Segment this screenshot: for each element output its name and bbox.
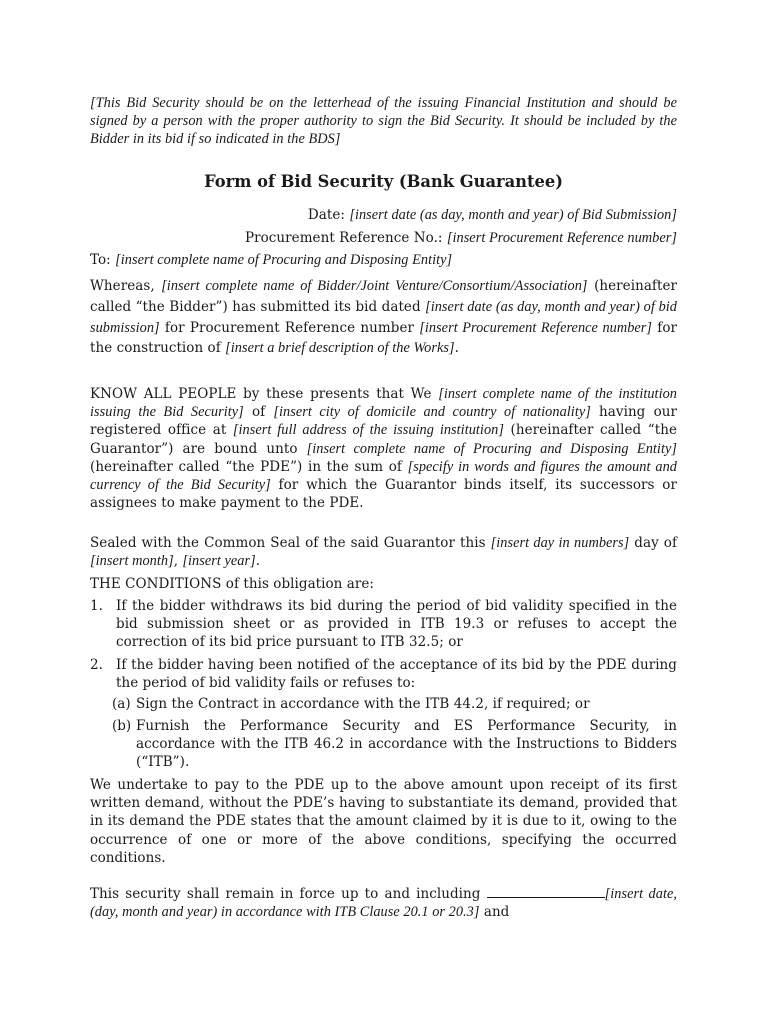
placeholder-run: [insert date, (day, month and year) in accordance with ITB Clause 20.1 or 20.3] (90, 886, 677, 921)
subcondition-number: (a) (112, 696, 131, 712)
to-label: To: (90, 252, 116, 268)
placeholder-run: [insert day in numbers] (490, 535, 630, 551)
text-run: of (243, 404, 274, 421)
text-run: This security shall remain in force up to and including (90, 886, 487, 902)
placeholder-run: [insert full address of the issuing institution] (232, 422, 504, 439)
force-paragraph (90, 885, 677, 921)
to-placeholder: [insert complete name of Procuring and Disposing Entity] (115, 252, 453, 268)
date-line (90, 206, 677, 224)
placeholder-run: [insert month] (90, 553, 174, 570)
blank-date-line (487, 885, 605, 898)
placeholder-run: [insert city of domicile and country of nationality] (273, 404, 591, 421)
placeholder-run: [insert Procurement Reference number] (419, 319, 653, 336)
text-run: (hereinafter called “the Bidder”) has submitted its bid dated (90, 278, 677, 315)
placeholder-run: [insert a brief description of the Works] (225, 340, 455, 357)
procurement-reference-line (90, 229, 677, 247)
date-label: Date: (307, 207, 350, 223)
whereas-paragraph (90, 276, 677, 359)
text-run: day of (629, 535, 678, 551)
placeholder-run: [specify in words and figures the amount and currency of the Bid Security] (90, 458, 677, 494)
placeholder-run: [insert complete name of Bidder/Joint Venture/Consortium/Association] (161, 278, 588, 294)
condition-number: 1. (90, 598, 103, 614)
form-title: Form of Bid Security (Bank Guarantee) (204, 172, 563, 191)
text-run: having our registered office at (90, 404, 677, 439)
text-run: (hereinafter called “the PDE”) in the sum of (90, 458, 408, 475)
procurement-reference-label: Procurement Reference No.: (244, 230, 447, 246)
placeholder-run: [insert complete name of Procuring and Disposing Entity] (306, 440, 677, 457)
text-run: for which the Guarantor binds itself, its successors or assignees to make payment to the PDE. (90, 477, 677, 512)
subcondition-item: Furnish the Performance Security and ES Performance Security, in accordance with the ITB 46.2 in accordance with the Instructions to Bidders (“ITB”). (136, 718, 677, 771)
subcondition-item: Sign the Contract in accordance with the ITB 44.2, if required; or (136, 696, 590, 712)
condition-number: 2. (90, 657, 103, 673)
instruction-note: [This Bid Security should be on the letterhead of the issuing Financial Institution and should be signed by a person with the proper authority to sign the Bid Security. It should be included by the Bidder in its bid if so indicated in the BDS] (90, 95, 677, 148)
condition-item: If the bidder withdraws its bid during the period of bid validity specified in the bid submission sheet or as provided in ITB 19.3 or refuses to accept the correction of its bid price pursuant to ITB 32.5; or (116, 598, 677, 651)
text-run: and (479, 904, 510, 921)
undertake-paragraph: We undertake to pay to the PDE up to the above amount upon receipt of its first written demand, without the PDE’s having to substantiate its demand, provided that in its demand the PDE states that the amount claimed by it is due to it, owing to the occurrence of one or more of the above conditions, specifying the occurred conditions. (90, 777, 677, 866)
date-placeholder: [insert date (as day, month and year) of Bid Submission] (349, 207, 677, 223)
text-run: . (454, 340, 459, 357)
procurement-reference-placeholder: [insert Procurement Reference number] (446, 230, 677, 246)
text-run: for Procurement Reference number (159, 319, 420, 336)
text-run: for the construction of (90, 319, 678, 357)
subcondition-number: (b) (112, 718, 132, 734)
placeholder-run: [insert complete name of the institution issuing the Bid Security] (90, 386, 677, 421)
condition-item: If the bidder having been notified of the acceptance of its bid by the PDE during the period of bid validity fails or refuses to: (116, 657, 677, 692)
text-run: KNOW ALL PEOPLE by these presents that We (90, 386, 439, 402)
text-run: Sealed with the Common Seal of the said Guarantor this (90, 535, 491, 551)
to-line (90, 251, 677, 269)
text-run: Whereas, (90, 278, 162, 294)
know-all-paragraph (90, 385, 677, 512)
text-run: . (255, 553, 261, 570)
sealed-paragraph (90, 534, 677, 570)
placeholder-run: [insert year] (182, 553, 256, 570)
text-run: , (173, 553, 183, 570)
text-run: (hereinafter called “the Guarantor”) are bound unto (90, 422, 678, 457)
conditions-intro: THE CONDITIONS of this obligation are: (90, 576, 375, 592)
placeholder-run: [insert date (as day, month and year) of bid submission] (90, 298, 678, 336)
